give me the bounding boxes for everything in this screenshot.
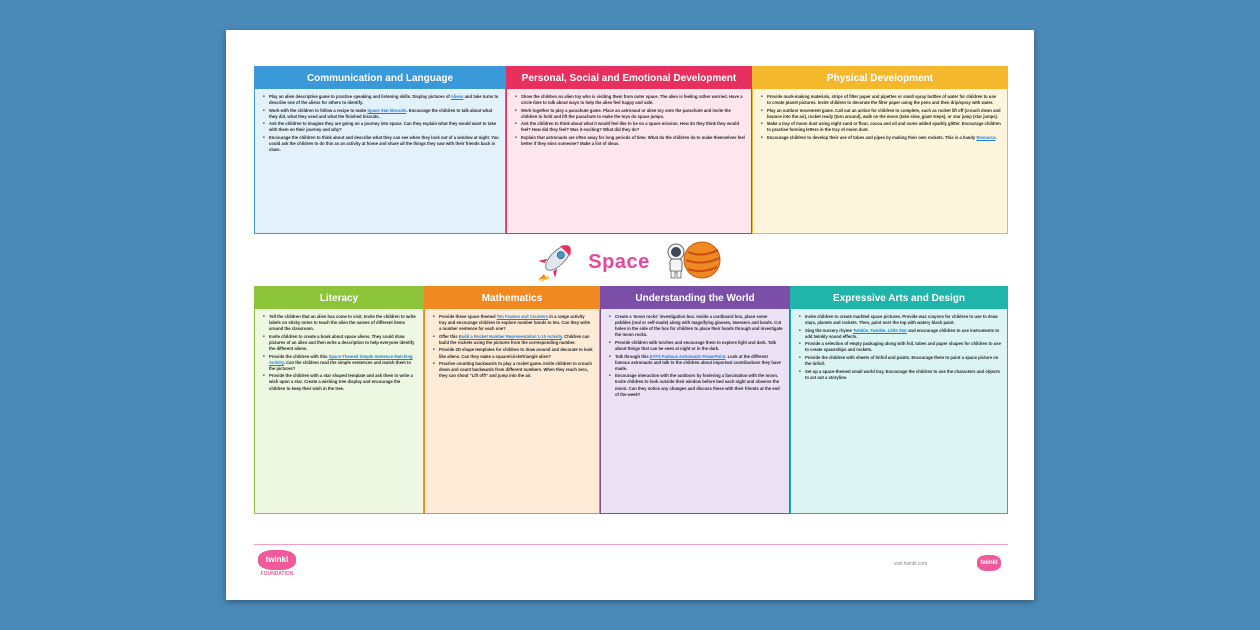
panel-title: Personal, Social and Emotional Development: [507, 67, 751, 89]
logo-mark: twinkl: [977, 555, 1001, 571]
activity-text-cont: . Look at the different famous astronauts and talk to the children about important contributions they have made.: [615, 353, 781, 371]
panel-title: Mathematics: [425, 287, 599, 309]
activity-text: Invite children to create marbled space pictures. Provide wax crayons for children to use to draw stars, planets and rockets. Then, paint over the top with watery black paint.: [805, 314, 998, 326]
activity-item: [609, 340, 783, 352]
activity-item: [263, 135, 499, 153]
activity-text: Create a 'moon rocks' investigation box. Inside a cardboard box, place some pebbles (real or self-made) along with magnifying glasses, tweezers and bowls. Cut holes in the side of the box for children to place their hands through and investigate the moon rocks.: [615, 314, 783, 338]
activity-item: [761, 94, 1001, 106]
activity-text: Sing the nursery rhyme: [805, 327, 852, 333]
activity-list: [791, 309, 1007, 513]
activity-text: Provide these space themed: [439, 314, 496, 319]
panel-physical-development: [752, 66, 1008, 234]
resource-link[interactable]: Twinkle, Twinkle, Little Star: [852, 327, 908, 333]
panel-title: Literacy: [255, 287, 423, 309]
activity-text: Work with the children to follow a recipe to make: [269, 107, 367, 113]
activity-text: Explain that astronauts are often away for long periods of time. What do the children do to make themselves feel better if they miss someone? Make a list of ideas.: [521, 135, 745, 147]
activity-item: [799, 328, 1001, 340]
activity-item: [799, 341, 1001, 353]
activity-text: Provide the children with sheets of tinfoil and paints. Encourage them to paint a space picture on the tinfoil.: [805, 355, 999, 367]
resource-link[interactable]: Space-Themed Simple Sentence Matching Activity: [269, 353, 413, 365]
activity-item: [263, 94, 499, 106]
twinkl-logo: [974, 548, 1004, 578]
bottom-row: [254, 286, 1008, 514]
activity-text: Ask the children to imagine they are going on a journey into space. Can they explain what they would want to take with them on their journey and why?: [269, 121, 497, 133]
activity-list: [507, 89, 751, 233]
activity-list: [425, 309, 599, 513]
panel-expressive-arts-and-design: [790, 286, 1008, 514]
activity-text: Provide children with torches and encourage them to explore light and dark. Talk about things that can be seen at night or in the dark.: [615, 339, 776, 351]
activity-item: [609, 354, 783, 372]
resource-link[interactable]: Resource: [976, 135, 996, 141]
activity-item: [263, 314, 417, 332]
panel-title: Expressive Arts and Design: [791, 287, 1007, 309]
activity-text: Play an alien descriptive game to practise speaking and listening skills. Display pictures of: [269, 94, 450, 99]
resource-link[interactable]: Aliens: [450, 94, 464, 99]
resource-link[interactable]: Space Star Biscuits: [367, 107, 407, 113]
top-row: [254, 66, 1008, 234]
logo-subtitle: FOUNDATION: [260, 570, 294, 577]
activity-text-cont: in a range activity tray and encourage children to explore number bonds to ten. Can they write a number sentence for each one?: [439, 314, 591, 332]
activity-text-cont: . Children can build the rockets using the pictures from the corresponding number.: [439, 333, 590, 345]
activity-list: [601, 309, 789, 513]
resource-link[interactable]: Build a Rocket Number Representation 1-10 Activity: [458, 333, 562, 339]
activity-item: [761, 108, 1001, 120]
activity-text: Provide the children with this: [269, 353, 328, 359]
activity-text: Encourage children to develop their use of tubes and pipes by making their own rockets. This is a handy: [767, 135, 976, 141]
activity-item: [799, 355, 1001, 367]
activity-item: [515, 135, 745, 147]
activity-item: [433, 347, 593, 359]
activity-item: [609, 373, 783, 397]
activity-item: [761, 121, 1001, 133]
activity-item: [263, 354, 417, 372]
activity-text-cont: and take turns to describe one of the aliens for others to identify.: [269, 94, 499, 106]
activity-item: [799, 314, 1001, 326]
activity-text: Provide the children with a star shaped template and ask them to write a wish upon a star. Create a wishing tree display and encourage the children to keep their wish in the tree.: [269, 373, 413, 391]
activity-text-cont: . Can the children read the simple sentences and match them to the pictures?: [269, 359, 411, 371]
astronaut-planet-icon: [662, 238, 724, 287]
panel-title: Understanding the World: [601, 287, 789, 309]
activity-text: Invite children to create a book about space aliens. They could draw pictures of an alien and then write a description to help everyone identify the different aliens.: [269, 333, 415, 351]
panel-title: Physical Development: [753, 67, 1007, 89]
panel-mathematics: [424, 286, 600, 514]
title-band: [226, 236, 1034, 288]
activity-item: [515, 121, 745, 133]
panel-title: Communication and Language: [255, 67, 505, 89]
activity-item: [433, 334, 593, 346]
activity-item: [515, 108, 745, 120]
activity-item: [609, 314, 783, 338]
activity-text: Play an outdoor movement game. Call out an action for children to complete, such as rocket lift off (crouch down and bounce into the air), rocket ready (turn around), walk on the moon (take slow, giant steps), or star jump (star jumps).: [767, 107, 1001, 119]
footer-divider: [254, 544, 1008, 545]
activity-text: Talk through this: [615, 353, 649, 359]
activity-item: [263, 334, 417, 352]
twinkl-foundation-logo: [252, 548, 302, 578]
activity-text: Provide 2D shape templates for children to draw around and decorate to look like aliens. Can they make a square/circle/triangle alien?: [439, 347, 593, 359]
activity-sheet: [226, 30, 1034, 600]
activity-text: Provide a selection of empty packaging along with foil, tubes and paper shapes for children to use to create spaceships and rockets.: [805, 341, 1001, 353]
activity-text: Ask the children to think about what it would feel like to be on a space mission. How do they think they would feel? How did they feel? Was it exciting? What did they do?: [521, 121, 740, 133]
activity-list: [255, 89, 505, 233]
panel-literacy: [254, 286, 424, 514]
logo-mark: twinkl: [258, 550, 296, 570]
activity-item: [761, 135, 1001, 141]
activity-text: Work together to play a parachute game. Place an astronaut or alien toy onto the parachute and invite the children to hold and lift the parachute to make the toys do space jumps.: [521, 107, 731, 119]
activity-text: Show the children an alien toy who is visiting them from outer space. The alien is feeling rather worried. Have a circle time to talk about ways to help the alien feel happy and safe.: [521, 94, 743, 106]
activity-text-cont: . Encourage the children to talk about what they did, what they used and what the finished biscuits.: [269, 107, 493, 119]
activity-text-cont: .: [995, 135, 997, 141]
activity-item: [263, 373, 417, 391]
activity-text: Offer this: [439, 333, 458, 339]
activity-item: [799, 369, 1001, 381]
activity-text: Make a tray of moon dust using night sand or flour, cocoa and oil and some added sparkly glitter. Encourage children to practise forming letters in the tray of moon dust.: [767, 121, 1001, 133]
activity-text: Encourage the children to think about and describe what they can see when they look out of a window at night. You could ask the children to do this as an activity at home and share all the things they saw with their friends back in class.: [269, 135, 499, 153]
panel-communication-and-language: [254, 66, 506, 234]
panel-understanding-the-world: [600, 286, 790, 514]
activity-text: Tell the children that an alien has come to visit. Invite the children to write labels on sticky notes to teach the alien the names of different items around the classroom.: [269, 314, 416, 332]
activity-list: [255, 309, 423, 513]
resource-link[interactable]: EYFS Famous Astronauts PowerPoint: [649, 353, 726, 359]
activity-text: Practise counting backwards to play a rocket game. Invite children to crouch down and count backwards from different numbers. When they reach zero, they can shout "Lift off!" and jump into the air.: [439, 361, 592, 379]
page-title: Space: [588, 250, 650, 273]
activity-item: [433, 314, 593, 332]
activity-item: [263, 121, 499, 133]
activity-text: Provide mark-making materials, strips of filter paper and pipettes or small spray bottles of water for children to use to create planet pictures. Invite children to decorate the filter paper using the pens and then drip/spray with water.: [767, 94, 996, 106]
activity-item: [433, 361, 593, 379]
activity-text: Encourage interaction with the outdoors by fostering a fascination with the moon. Invite children to look outside their window before bed each night and observe the moon. Can they notice any changes and discuss these with their friends at the end of the week?: [615, 373, 780, 397]
activity-list: [753, 89, 1007, 233]
resource-link[interactable]: Ten Frames and Counters: [496, 314, 549, 319]
activity-item: [263, 108, 499, 120]
rocket-icon: [536, 238, 576, 287]
activity-text: Set up a space-themed small world tray. Encourage the children to use the characters and objects to act out a storyline.: [805, 368, 1000, 380]
visit-url[interactable]: visit twinkl.com: [894, 561, 928, 567]
activity-item: [515, 94, 745, 106]
activity-text-cont: and encourage children to use instruments to add twinkly sound effects.: [805, 327, 1000, 339]
panel-personal-social-emotional: [506, 66, 752, 234]
